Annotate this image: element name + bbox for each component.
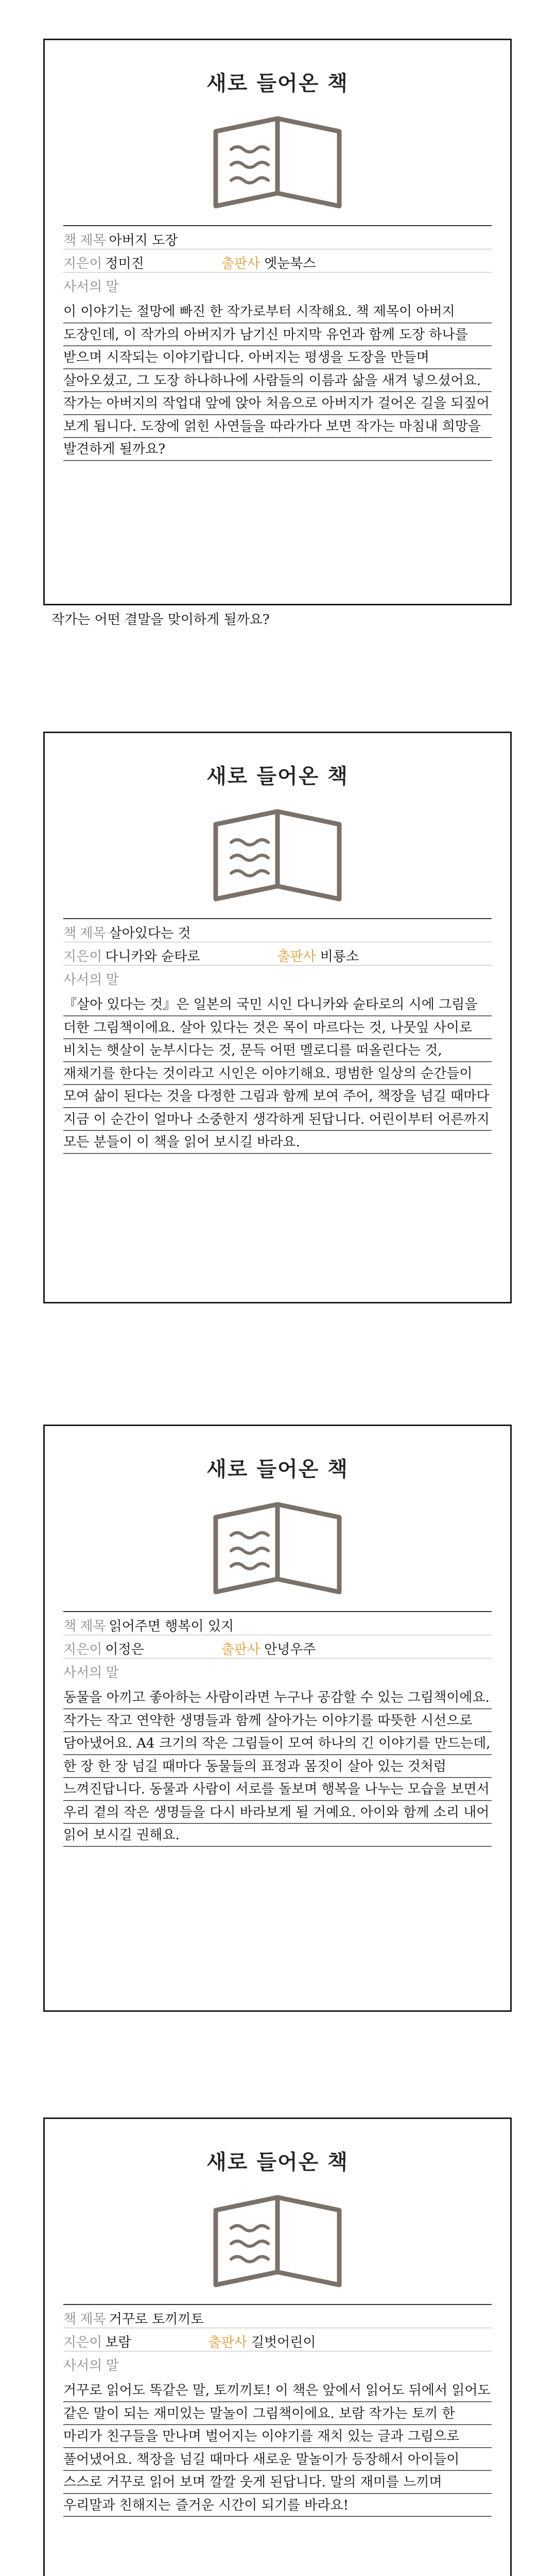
open-book-icon <box>205 804 350 907</box>
author-row <box>63 249 492 273</box>
review-overflow: 작가는 어떤 결말을 맞이하게 될까요? <box>51 612 270 628</box>
review-label: 사서의 말 <box>63 972 119 987</box>
book-meta <box>63 1611 492 1681</box>
review-label-row <box>63 273 492 295</box>
author-label: 지은이 <box>63 2334 102 2350</box>
publisher-label: 출판사 <box>277 948 316 964</box>
new-book-card <box>43 1425 512 2012</box>
book-title: 아버지 도장 <box>109 233 178 248</box>
title-label: 책 제목 <box>63 2311 106 2327</box>
open-book-icon <box>205 1497 350 1600</box>
author-label: 지은이 <box>63 256 102 271</box>
new-book-card <box>43 39 512 605</box>
book-author: 다니카와 슌타로 <box>105 949 200 964</box>
publisher-label: 출판사 <box>208 2334 247 2350</box>
title-label: 책 제목 <box>63 232 106 248</box>
review-label: 사서의 말 <box>63 2358 119 2373</box>
open-book-icon <box>205 2190 350 2293</box>
author-row <box>63 1635 492 1658</box>
title-row <box>63 2304 492 2328</box>
book-author: 이정은 <box>105 1642 144 1657</box>
new-book-card <box>43 732 512 1303</box>
book-title: 읽어주면 행복이 있지 <box>109 1619 234 1634</box>
librarian-review: 『살아 있다는 것』은 일본의 국민 시인 다니카와 슌타로의 시에 그림을 더한 그림책이에요. 살아 있다는 것은 목이 마르다는 것, 나뭇잎 사이로 비치는 햇살이 눈부시다는 것, 문득 어떤 멜로디를 떠올린다는 것, 재채기를 한다는 것이라고 시인은 이야기해요. 평범한 일상의 순간들이 모여 삶이 된다는 것을 다정한 그림과 함께 보여 주어, 책장을 넘길 때마다 지금 이 순간이 얼마나 소중한지 생각하게 된답니다. 어린이부터 어른까지 모든 분들이 이 책을 읽어 보시길 바라요. <box>63 993 492 1154</box>
book-publisher: 엣눈북스 <box>264 256 316 272</box>
author-row <box>63 942 492 965</box>
book-publisher: 길벗어린이 <box>251 2335 316 2350</box>
card-heading: 새로 들어온 책 <box>206 765 349 788</box>
review-label-row <box>63 965 492 988</box>
book-meta <box>63 2304 492 2374</box>
title-row <box>63 918 492 942</box>
publisher-label: 출판사 <box>221 1641 260 1657</box>
open-book-icon <box>205 111 350 214</box>
review-label-row <box>63 1658 492 1681</box>
card-heading: 새로 들어온 책 <box>206 2150 349 2174</box>
card-heading: 새로 들어온 책 <box>206 1458 349 1481</box>
librarian-review: 이 이야기는 절망에 빠진 한 작가로부터 시작해요. 책 제목이 아버지 도장인데, 이 작가의 아버지가 남기신 마지막 유언과 함께 도장 하나를 받으며 시작되는 이야기랍니다. 아버지는 평생을 도장을 만들며 살아오셨고, 그 도장 하나하나에 사람들의 이름과 삶을 새겨 넣으셨어요. 작가는 아버지의 작업대 앞에 앉아 처음으로 아버지가 걸어온 길을 되짚어 보게 됩니다. 도장에 얽힌 사연들을 따라가다 보면 작가는 마침내 희망을 발견하게 될까요? <box>63 300 492 461</box>
title-label: 책 제목 <box>63 925 106 941</box>
review-label-row <box>63 2351 492 2374</box>
book-title: 거꾸로 토끼끼토 <box>109 2312 204 2327</box>
card-heading: 새로 들어온 책 <box>206 72 349 95</box>
book-author: 보람 <box>105 2335 131 2350</box>
publisher-label: 출판사 <box>221 256 260 271</box>
librarian-review: 거꾸로 읽어도 똑같은 말, 토끼끼토! 이 책은 앞에서 읽어도 뒤에서 읽어도 같은 말이 되는 재미있는 말놀이 그림책이에요. 보람 작가는 토끼 한 마리가 친구들을 만나며 벌어지는 이야기를 재치 있는 글과 그림으로 풀어냈어요. 책장을 넘길 때마다 새로운 말놀이가 등장해서 아이들이 스스로 거꾸로 읽어 보며 깔깔 웃게 된답니다. 말의 재미를 느끼며 우리말과 친해지는 즐거운 시간이 되기를 바라요! <box>63 2379 492 2517</box>
librarian-review: 동물을 아끼고 좋아하는 사람이라면 누구나 공감할 수 있는 그림책이에요. 작가는 작고 연약한 생명들과 함께 살아가는 이야기를 따뜻한 시선으로 담아냈어요. A4 크기의 작은 그림들이 모여 하나의 긴 이야기를 만드는데, 한 장 한 장 넘길 때마다 동물들의 표정과 몸짓이 살아 있는 것처럼 느껴진답니다. 동물과 사람이 서로를 돌보며 행복을 나누는 모습을 보면서 우리 곁의 작은 생명들을 다시 바라보게 될 거예요. 아이와 함께 소리 내어 읽어 보시길 권해요. <box>63 1686 492 1847</box>
title-row <box>63 225 492 249</box>
author-row <box>63 2328 492 2351</box>
review-label: 사서의 말 <box>63 279 119 294</box>
review-label: 사서의 말 <box>63 1665 119 1680</box>
book-author: 정미진 <box>105 256 144 272</box>
title-label: 책 제목 <box>63 1618 106 1634</box>
book-meta <box>63 918 492 988</box>
book-title: 살아있다는 것 <box>109 926 191 941</box>
book-meta <box>63 225 492 295</box>
author-label: 지은이 <box>63 948 102 964</box>
title-row <box>63 1611 492 1635</box>
new-book-card <box>43 2117 512 2576</box>
author-label: 지은이 <box>63 1641 102 1657</box>
book-publisher: 안녕우주 <box>264 1642 316 1657</box>
book-publisher: 비룡소 <box>320 949 359 964</box>
